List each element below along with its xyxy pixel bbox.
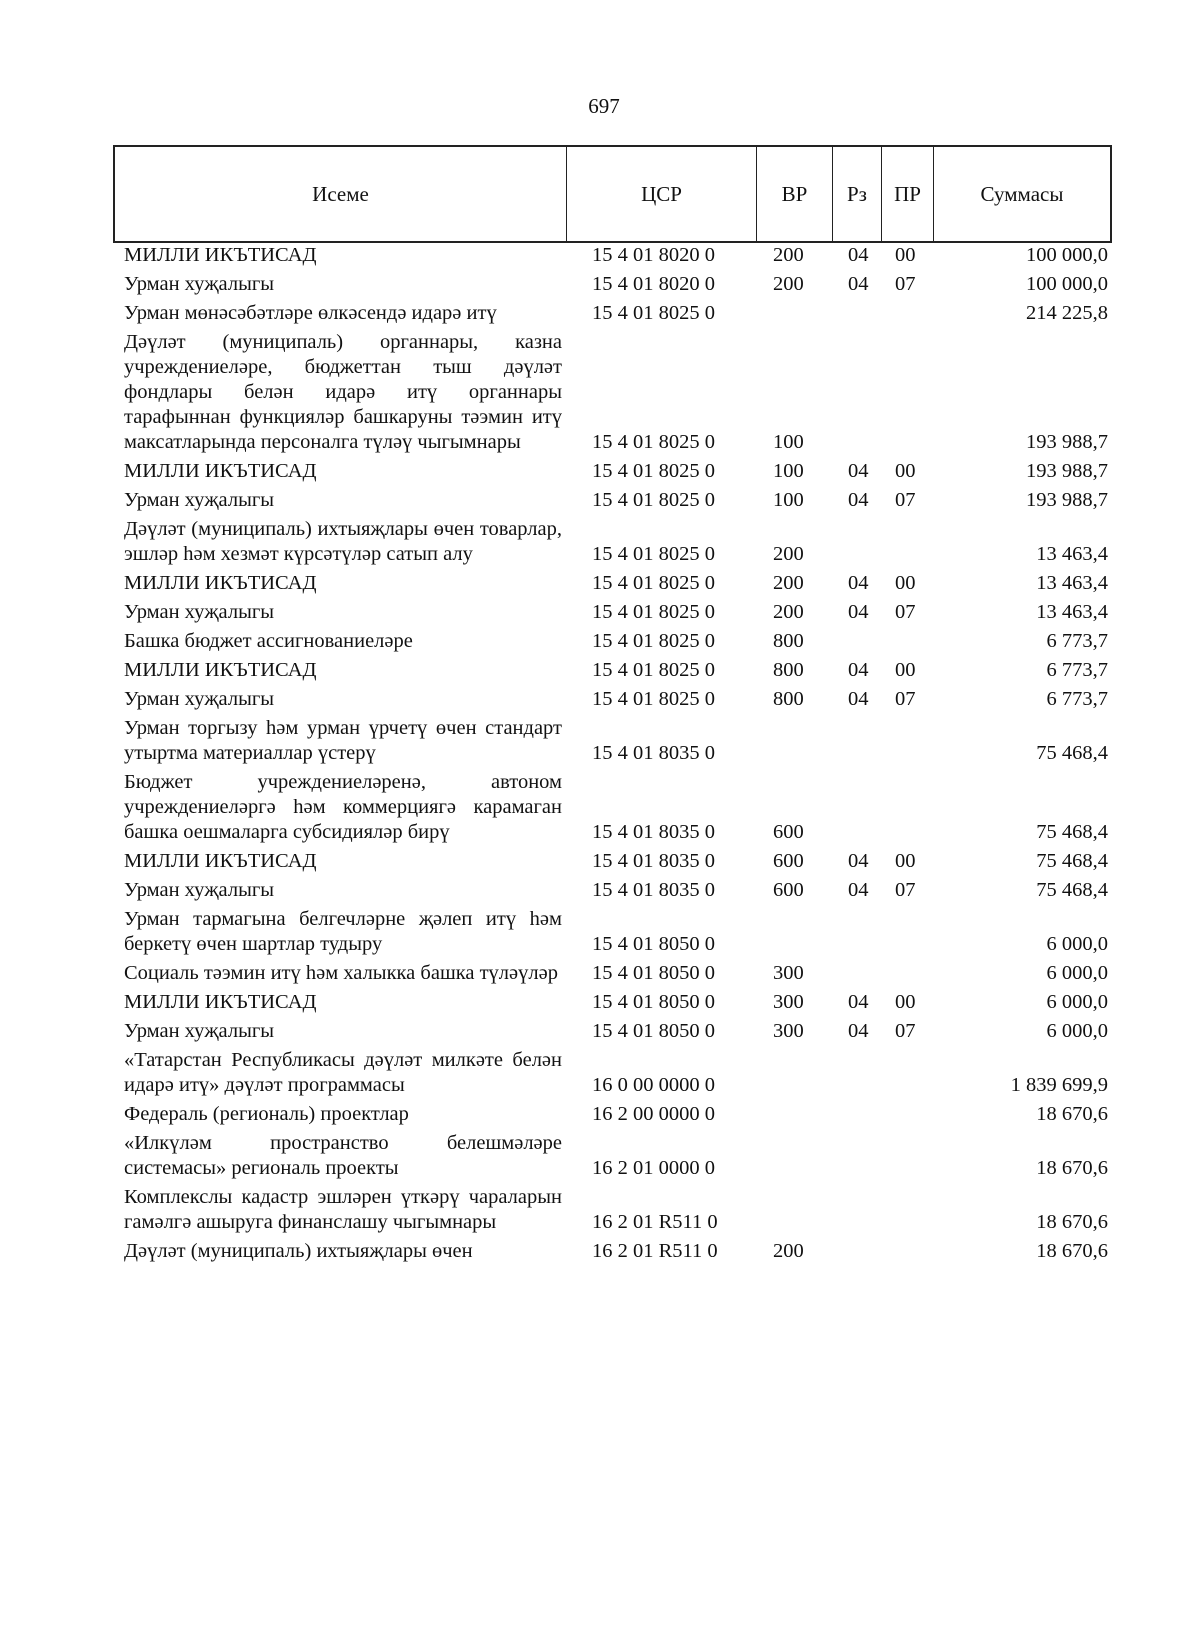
cell-sum: 75 468,4: [1036, 742, 1108, 764]
header-name: Исеме: [115, 147, 567, 241]
table-row: [0, 1185, 1200, 1239]
cell-csr: 15 4 01 8025 0: [592, 630, 715, 652]
table-row: [0, 1048, 1200, 1102]
cell-name: МИЛЛИ ИКЪТИСАД: [124, 460, 317, 482]
cell-rz: 04: [848, 659, 869, 681]
cell-rz: 04: [848, 1020, 869, 1042]
cell-name: Башка бюджет ассигнованиеләре: [124, 630, 413, 652]
cell-sum: 13 463,4: [1036, 543, 1108, 565]
cell-rz: 04: [848, 688, 869, 710]
cell-name: Урман мөнәсәбәтләре өлкәсендә идарә итү: [124, 302, 497, 324]
cell-sum: 18 670,6: [1036, 1240, 1108, 1262]
cell-name: Урман хуҗалыгы: [124, 489, 275, 511]
cell-vr: 100: [773, 489, 804, 511]
cell-pr: 07: [895, 273, 916, 295]
cell-pr: 00: [895, 850, 916, 872]
cell-csr: 15 4 01 8035 0: [592, 879, 715, 901]
cell-vr: 600: [773, 850, 804, 872]
cell-vr: 600: [773, 821, 804, 843]
cell-rz: 04: [848, 273, 869, 295]
header-vr: ВР: [757, 147, 833, 241]
cell-sum: 193 988,7: [1026, 489, 1108, 511]
table-row: [0, 770, 1200, 849]
cell-pr: 00: [895, 991, 916, 1013]
table-row: [0, 716, 1200, 770]
cell-csr: 15 4 01 8035 0: [592, 821, 715, 843]
table-header: [113, 145, 1112, 243]
cell-name: МИЛЛИ ИКЪТИСАД: [124, 991, 317, 1013]
cell-sum: 18 670,6: [1036, 1211, 1108, 1233]
table-row: [0, 488, 1200, 517]
cell-name: МИЛЛИ ИКЪТИСАД: [124, 659, 317, 681]
cell-csr: 16 2 01 R511 0: [592, 1240, 718, 1262]
cell-name: Федераль (региональ) проектлар: [124, 1103, 409, 1125]
cell-sum: 13 463,4: [1036, 572, 1108, 594]
cell-csr: 15 4 01 8020 0: [592, 244, 715, 266]
cell-sum: 193 988,7: [1026, 431, 1108, 453]
cell-csr: 15 4 01 8025 0: [592, 489, 715, 511]
cell-csr: 15 4 01 8050 0: [592, 933, 715, 955]
cell-name: Урман хуҗалыгы: [124, 879, 275, 901]
cell-vr: 300: [773, 962, 804, 984]
table-row: [0, 629, 1200, 658]
cell-vr: 200: [773, 601, 804, 623]
table-row: [0, 658, 1200, 687]
cell-name: «Татарстан Республикасы дәүләт милкәте белән идарә итү» дәүләт программасы: [124, 1049, 562, 1096]
cell-vr: 200: [773, 543, 804, 565]
cell-csr: 16 2 00 0000 0: [592, 1103, 715, 1125]
cell-rz: 04: [848, 601, 869, 623]
table-row: [0, 330, 1200, 459]
cell-pr: 07: [895, 1020, 916, 1042]
cell-rz: 04: [848, 991, 869, 1013]
table-row: [0, 961, 1200, 990]
cell-sum: 13 463,4: [1036, 601, 1108, 623]
cell-name: Урман торгызу һәм урман үрчетү өчен стандарт утыртма материаллар үстерү: [124, 717, 562, 764]
cell-sum: 6 773,7: [1046, 659, 1108, 681]
table-body: [0, 243, 1200, 1268]
cell-csr: 16 0 00 0000 0: [592, 1074, 715, 1096]
cell-pr: 00: [895, 460, 916, 482]
cell-vr: 200: [773, 273, 804, 295]
cell-name: Урман хуҗалыгы: [124, 1020, 275, 1042]
cell-csr: 15 4 01 8025 0: [592, 572, 715, 594]
cell-pr: 00: [895, 659, 916, 681]
cell-csr: 15 4 01 8050 0: [592, 962, 715, 984]
table-row: [0, 1239, 1200, 1268]
cell-csr: 15 4 01 8025 0: [592, 601, 715, 623]
cell-csr: 15 4 01 8025 0: [592, 688, 715, 710]
cell-sum: 75 468,4: [1036, 879, 1108, 901]
cell-name: «Илкүләм пространство белешмәләре системасы» региональ проекты: [124, 1132, 562, 1179]
cell-sum: 75 468,4: [1036, 821, 1108, 843]
cell-rz: 04: [848, 244, 869, 266]
cell-csr: 15 4 01 8050 0: [592, 991, 715, 1013]
cell-csr: 15 4 01 8050 0: [592, 1020, 715, 1042]
cell-pr: 07: [895, 489, 916, 511]
table-row: [0, 1131, 1200, 1185]
cell-csr: 16 2 01 0000 0: [592, 1157, 715, 1179]
cell-sum: 6 000,0: [1046, 1020, 1108, 1042]
header-sum: Суммасы: [980, 181, 1064, 206]
cell-name: МИЛЛИ ИКЪТИСАД: [124, 572, 317, 594]
cell-sum: 214 225,8: [1026, 302, 1108, 324]
cell-rz: 04: [848, 879, 869, 901]
cell-sum: 1 839 699,9: [1010, 1074, 1108, 1096]
cell-sum: 18 670,6: [1036, 1103, 1108, 1125]
cell-rz: 04: [848, 460, 869, 482]
table-row: [0, 1102, 1200, 1131]
table-row: [0, 849, 1200, 878]
table-row: [0, 272, 1200, 301]
cell-rz: 04: [848, 489, 869, 511]
table-row: [0, 687, 1200, 716]
cell-name: Урман хуҗалыгы: [124, 601, 275, 623]
cell-name: Дәүләт (муниципаль) ихтыяҗлары өчен товарлар, эшләр һәм хезмәт күрсәтүләр сатып алу: [124, 518, 562, 565]
cell-sum: 75 468,4: [1036, 850, 1108, 872]
cell-vr: 100: [773, 460, 804, 482]
table-row: [0, 907, 1200, 961]
table-row: [0, 517, 1200, 571]
table-row: [0, 571, 1200, 600]
cell-name: Дәүләт (муниципаль) органнары, казна учреждениеләре, бюджеттан тыш дәүләт фондлары белән идарә итү органнары тарафыннан функцияләр башкаруны тәэмин итү максатларында персоналга түләү чыгымнары: [124, 331, 562, 453]
cell-name: Дәүләт (муниципаль) ихтыяҗлары өчен: [124, 1240, 473, 1262]
cell-name: МИЛЛИ ИКЪТИСАД: [124, 244, 317, 266]
cell-name: Комплекслы кадастр эшләрен үткәрү чараларын гамәлгә ашыруга финанслашу чыгымнары: [124, 1186, 562, 1233]
table-row: [0, 301, 1200, 330]
cell-csr: 15 4 01 8025 0: [592, 659, 715, 681]
table-row: [0, 990, 1200, 1019]
header-pr: ПР: [882, 147, 934, 241]
cell-rz: 04: [848, 572, 869, 594]
cell-rz: 04: [848, 850, 869, 872]
page-number: 697: [588, 94, 620, 118]
cell-csr: 15 4 01 8020 0: [592, 273, 715, 295]
cell-csr: 15 4 01 8035 0: [592, 850, 715, 872]
table-row: [0, 459, 1200, 488]
table-row: [0, 878, 1200, 907]
cell-vr: 800: [773, 630, 804, 652]
cell-name: Бюджет учреждениеләренә, автоном учреждениеләргә һәм коммерциягә карамаган башка оешмаларга субсидияләр бирү: [124, 771, 562, 843]
cell-sum: 18 670,6: [1036, 1157, 1108, 1179]
cell-sum: 100 000,0: [1026, 273, 1108, 295]
cell-name: Социаль тәэмин итү һәм халыкка башка түләүләр: [124, 962, 558, 984]
table-row: [0, 1019, 1200, 1048]
cell-vr: 200: [773, 572, 804, 594]
cell-sum: 6 000,0: [1046, 991, 1108, 1013]
cell-csr: 16 2 01 R511 0: [592, 1211, 718, 1233]
table-row: [0, 600, 1200, 629]
cell-name: Урман тармагына белгечләрне җәлеп итү һәм беркетү өчен шартлар тудыру: [124, 908, 562, 955]
cell-pr: 07: [895, 601, 916, 623]
cell-csr: 15 4 01 8025 0: [592, 543, 715, 565]
table-row: [0, 243, 1200, 272]
cell-pr: 07: [895, 879, 916, 901]
cell-sum: 6 000,0: [1046, 933, 1108, 955]
header-rz: Рз: [833, 147, 882, 241]
cell-vr: 200: [773, 1240, 804, 1262]
cell-vr: 800: [773, 688, 804, 710]
cell-csr: 15 4 01 8025 0: [592, 302, 715, 324]
cell-sum: 193 988,7: [1026, 460, 1108, 482]
cell-vr: 100: [773, 431, 804, 453]
cell-csr: 15 4 01 8025 0: [592, 460, 715, 482]
cell-vr: 300: [773, 1020, 804, 1042]
cell-vr: 800: [773, 659, 804, 681]
cell-csr: 15 4 01 8025 0: [592, 431, 715, 453]
cell-pr: 00: [895, 572, 916, 594]
cell-pr: 00: [895, 244, 916, 266]
cell-vr: 200: [773, 244, 804, 266]
cell-sum: 6 000,0: [1046, 962, 1108, 984]
cell-vr: 600: [773, 879, 804, 901]
cell-sum: 100 000,0: [1026, 244, 1108, 266]
cell-pr: 07: [895, 688, 916, 710]
cell-sum: 6 773,7: [1046, 630, 1108, 652]
cell-name: МИЛЛИ ИКЪТИСАД: [124, 850, 317, 872]
cell-name: Урман хуҗалыгы: [124, 273, 275, 295]
cell-sum: 6 773,7: [1046, 688, 1108, 710]
cell-csr: 15 4 01 8035 0: [592, 742, 715, 764]
header-csr: ЦСР: [567, 147, 757, 241]
cell-name: Урман хуҗалыгы: [124, 688, 275, 710]
cell-vr: 300: [773, 991, 804, 1013]
